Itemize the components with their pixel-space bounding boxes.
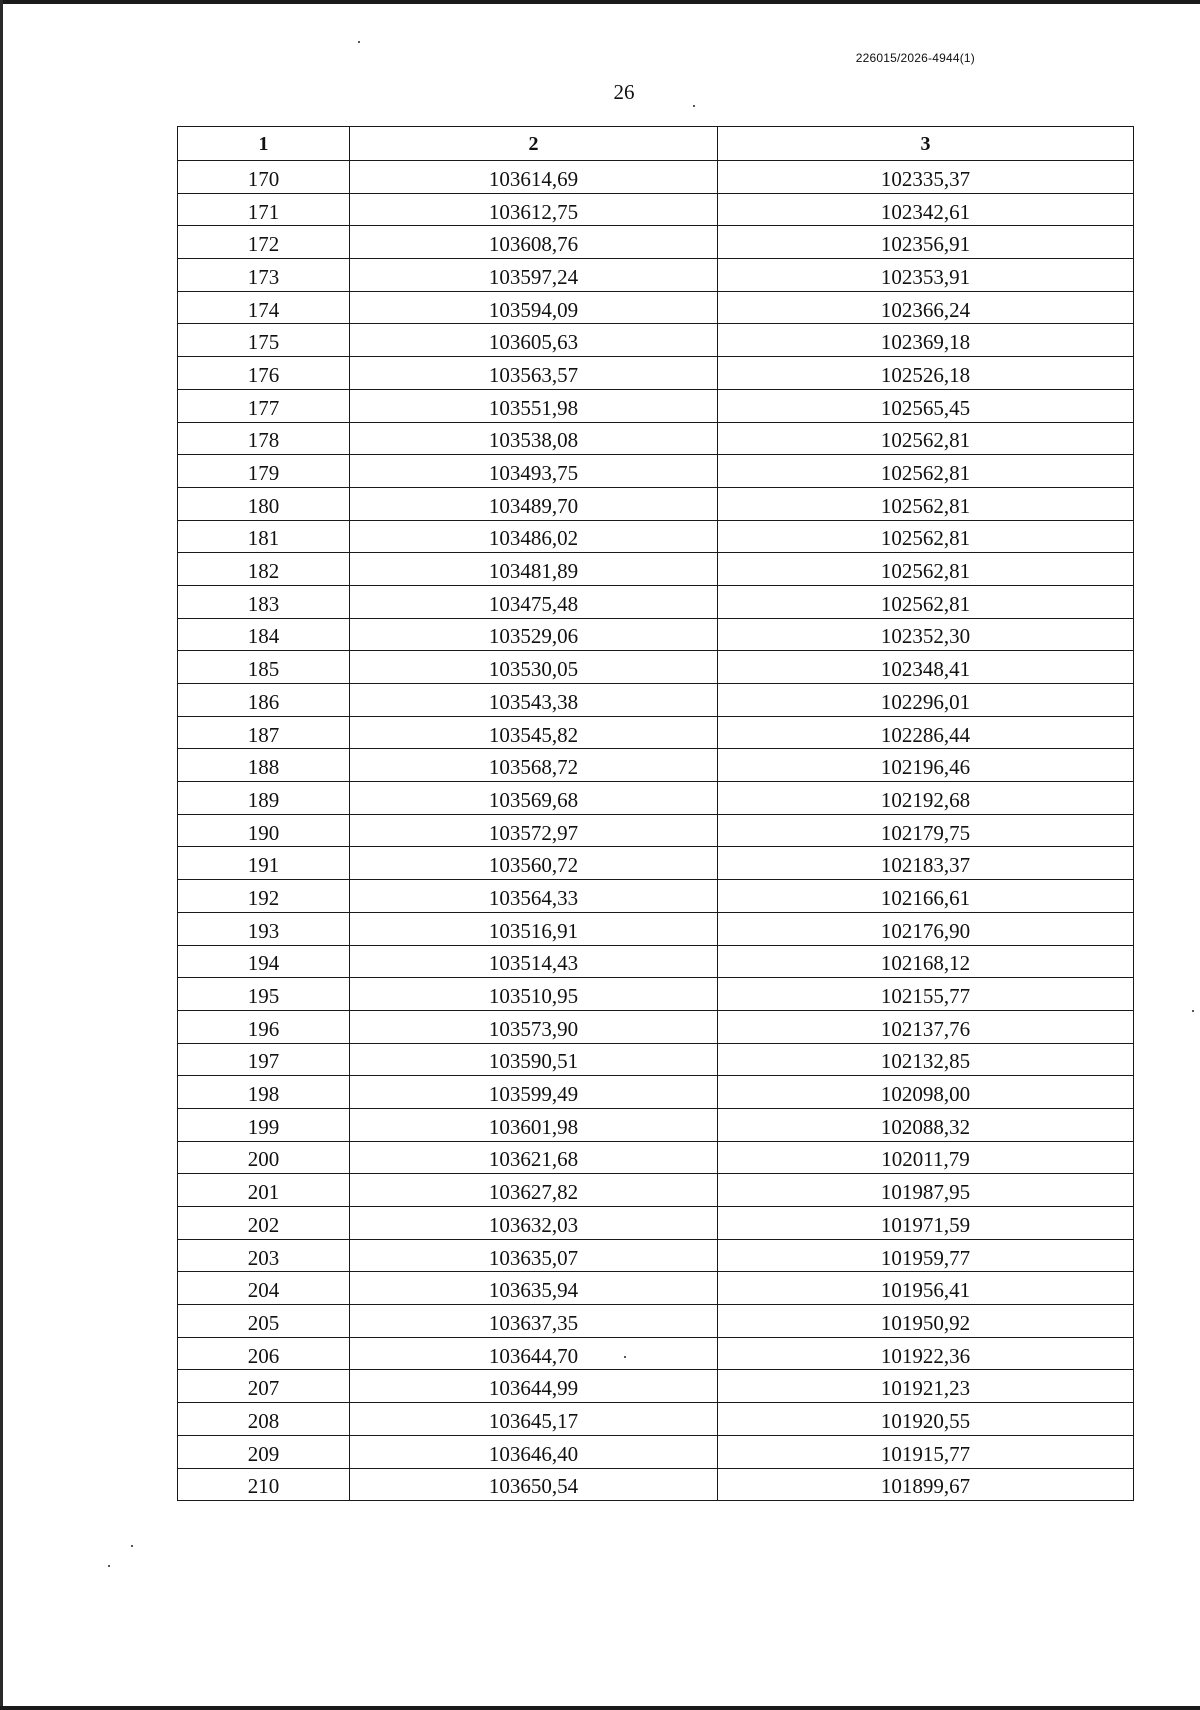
coordinate-x-cell: 103569,68 xyxy=(350,782,718,815)
scan-border-top xyxy=(0,0,1200,4)
coordinate-x-cell: 103493,75 xyxy=(350,455,718,488)
coordinate-y-cell: 102166,61 xyxy=(718,880,1134,913)
coordinate-x-cell: 103572,97 xyxy=(350,814,718,847)
coordinate-x-cell: 103543,38 xyxy=(350,684,718,717)
table-row xyxy=(178,553,1134,586)
column-header-3: 3 xyxy=(718,127,1134,161)
point-number-cell: 191 xyxy=(178,847,350,880)
table-row xyxy=(178,226,1134,259)
table-row xyxy=(178,161,1134,194)
point-number-cell: 203 xyxy=(178,1239,350,1272)
coordinate-y-cell: 101899,67 xyxy=(718,1468,1134,1501)
table-row xyxy=(178,1010,1134,1043)
column-header-1: 1 xyxy=(178,127,350,161)
coordinate-y-cell: 102562,81 xyxy=(718,520,1134,553)
coordinate-x-cell: 103646,40 xyxy=(350,1435,718,1468)
point-number-cell: 183 xyxy=(178,585,350,618)
coordinate-x-cell: 103627,82 xyxy=(350,1174,718,1207)
page-number: 26 xyxy=(613,80,635,104)
table-header xyxy=(178,127,1134,161)
coordinate-y-cell: 102562,81 xyxy=(718,585,1134,618)
coordinate-y-cell: 102348,41 xyxy=(718,651,1134,684)
coordinate-x-cell: 103489,70 xyxy=(350,487,718,520)
point-number-cell: 209 xyxy=(178,1435,350,1468)
coordinates-table xyxy=(177,126,1134,1501)
point-number-cell: 197 xyxy=(178,1043,350,1076)
coordinate-x-cell: 103621,68 xyxy=(350,1141,718,1174)
table-row xyxy=(178,1141,1134,1174)
coordinate-y-cell: 102088,32 xyxy=(718,1108,1134,1141)
coordinate-x-cell: 103608,76 xyxy=(350,226,718,259)
coordinate-y-cell: 102286,44 xyxy=(718,716,1134,749)
table-row xyxy=(178,259,1134,292)
coordinate-y-cell: 102356,91 xyxy=(718,226,1134,259)
coordinate-x-cell: 103516,91 xyxy=(350,912,718,945)
document-id: 226015/2026-4944(1) xyxy=(855,51,975,65)
table-row xyxy=(178,324,1134,357)
coordinate-y-cell: 102565,45 xyxy=(718,389,1134,422)
coordinate-x-cell: 103599,49 xyxy=(350,1076,718,1109)
table-row xyxy=(178,357,1134,390)
point-number-cell: 177 xyxy=(178,389,350,422)
point-number-cell: 175 xyxy=(178,324,350,357)
table-row xyxy=(178,618,1134,651)
table-row xyxy=(178,1076,1134,1109)
coordinate-y-cell: 102562,81 xyxy=(718,455,1134,488)
coordinate-x-cell: 103594,09 xyxy=(350,291,718,324)
coordinate-x-cell: 103563,57 xyxy=(350,357,718,390)
coordinate-x-cell: 103637,35 xyxy=(350,1305,718,1338)
point-number-cell: 192 xyxy=(178,880,350,913)
point-number-cell: 199 xyxy=(178,1108,350,1141)
coordinate-x-cell: 103601,98 xyxy=(350,1108,718,1141)
coordinate-y-cell: 102562,81 xyxy=(718,553,1134,586)
point-number-cell: 184 xyxy=(178,618,350,651)
coordinate-y-cell: 102342,61 xyxy=(718,193,1134,226)
point-number-cell: 189 xyxy=(178,782,350,815)
table-row xyxy=(178,716,1134,749)
coordinate-x-cell: 103632,03 xyxy=(350,1207,718,1240)
table-row xyxy=(178,1370,1134,1403)
coordinate-y-cell: 101915,77 xyxy=(718,1435,1134,1468)
table-row xyxy=(178,520,1134,553)
coordinate-y-cell: 101920,55 xyxy=(718,1403,1134,1436)
coordinate-x-cell: 103486,02 xyxy=(350,520,718,553)
point-number-cell: 193 xyxy=(178,912,350,945)
table-row xyxy=(178,912,1134,945)
coordinate-y-cell: 102196,46 xyxy=(718,749,1134,782)
table-row xyxy=(178,487,1134,520)
table-row xyxy=(178,455,1134,488)
coordinate-x-cell: 103614,69 xyxy=(350,161,718,194)
table-row xyxy=(178,945,1134,978)
point-number-cell: 196 xyxy=(178,1010,350,1043)
coordinate-y-cell: 101950,92 xyxy=(718,1305,1134,1338)
coordinate-y-cell: 101922,36 xyxy=(718,1337,1134,1370)
point-number-cell: 204 xyxy=(178,1272,350,1305)
coordinate-x-cell: 103564,33 xyxy=(350,880,718,913)
table-row xyxy=(178,389,1134,422)
coordinate-y-cell: 102296,01 xyxy=(718,684,1134,717)
coordinate-y-cell: 102098,00 xyxy=(718,1076,1134,1109)
coordinate-y-cell: 102168,12 xyxy=(718,945,1134,978)
point-number-cell: 172 xyxy=(178,226,350,259)
coordinate-x-cell: 103573,90 xyxy=(350,1010,718,1043)
coordinate-x-cell: 103644,70 xyxy=(350,1337,718,1370)
point-number-cell: 173 xyxy=(178,259,350,292)
coordinate-x-cell: 103529,06 xyxy=(350,618,718,651)
point-number-cell: 208 xyxy=(178,1403,350,1436)
coordinate-x-cell: 103590,51 xyxy=(350,1043,718,1076)
coordinate-y-cell: 102176,90 xyxy=(718,912,1134,945)
scan-speck xyxy=(108,1565,110,1567)
table-row xyxy=(178,1468,1134,1501)
point-number-cell: 194 xyxy=(178,945,350,978)
table-row xyxy=(178,1337,1134,1370)
coordinate-x-cell: 103605,63 xyxy=(350,324,718,357)
coordinate-x-cell: 103644,99 xyxy=(350,1370,718,1403)
coordinate-y-cell: 102192,68 xyxy=(718,782,1134,815)
coordinate-x-cell: 103514,43 xyxy=(350,945,718,978)
coordinate-y-cell: 102011,79 xyxy=(718,1141,1134,1174)
coordinate-y-cell: 101971,59 xyxy=(718,1207,1134,1240)
coordinate-x-cell: 103645,17 xyxy=(350,1403,718,1436)
coordinate-y-cell: 102562,81 xyxy=(718,487,1134,520)
coordinate-x-cell: 103538,08 xyxy=(350,422,718,455)
coordinate-y-cell: 102155,77 xyxy=(718,978,1134,1011)
coordinate-x-cell: 103551,98 xyxy=(350,389,718,422)
table-row xyxy=(178,1272,1134,1305)
coordinate-x-cell: 103481,89 xyxy=(350,553,718,586)
coordinate-x-cell: 103530,05 xyxy=(350,651,718,684)
column-header-2: 2 xyxy=(350,127,718,161)
scan-speck xyxy=(693,105,695,107)
point-number-cell: 181 xyxy=(178,520,350,553)
point-number-cell: 170 xyxy=(178,161,350,194)
coordinate-x-cell: 103612,75 xyxy=(350,193,718,226)
coordinate-x-cell: 103545,82 xyxy=(350,716,718,749)
coordinate-y-cell: 102132,85 xyxy=(718,1043,1134,1076)
coordinate-y-cell: 101987,95 xyxy=(718,1174,1134,1207)
point-number-cell: 205 xyxy=(178,1305,350,1338)
coordinate-x-cell: 103510,95 xyxy=(350,978,718,1011)
point-number-cell: 179 xyxy=(178,455,350,488)
table-row xyxy=(178,1305,1134,1338)
point-number-cell: 178 xyxy=(178,422,350,455)
point-number-cell: 195 xyxy=(178,978,350,1011)
table-row xyxy=(178,684,1134,717)
point-number-cell: 190 xyxy=(178,814,350,847)
point-number-cell: 182 xyxy=(178,553,350,586)
table-row xyxy=(178,749,1134,782)
coordinate-y-cell: 102366,24 xyxy=(718,291,1134,324)
table-row xyxy=(178,782,1134,815)
coordinate-y-cell: 102369,18 xyxy=(718,324,1134,357)
table-body xyxy=(178,161,1134,1501)
coordinate-y-cell: 102562,81 xyxy=(718,422,1134,455)
table-row xyxy=(178,847,1134,880)
coordinate-y-cell: 101959,77 xyxy=(718,1239,1134,1272)
point-number-cell: 202 xyxy=(178,1207,350,1240)
coordinate-x-cell: 103635,07 xyxy=(350,1239,718,1272)
table-row xyxy=(178,422,1134,455)
point-number-cell: 186 xyxy=(178,684,350,717)
scan-border-left xyxy=(0,0,3,1710)
table-row xyxy=(178,1043,1134,1076)
scan-speck xyxy=(1192,1010,1194,1012)
coordinate-y-cell: 102526,18 xyxy=(718,357,1134,390)
point-number-cell: 176 xyxy=(178,357,350,390)
table-row xyxy=(178,291,1134,324)
point-number-cell: 187 xyxy=(178,716,350,749)
coordinate-x-cell: 103560,72 xyxy=(350,847,718,880)
point-number-cell: 174 xyxy=(178,291,350,324)
table-row xyxy=(178,880,1134,913)
header-row xyxy=(178,127,1134,161)
point-number-cell: 200 xyxy=(178,1141,350,1174)
coordinate-x-cell: 103568,72 xyxy=(350,749,718,782)
point-number-cell: 210 xyxy=(178,1468,350,1501)
coordinate-y-cell: 102335,37 xyxy=(718,161,1134,194)
table-row xyxy=(178,1174,1134,1207)
table-row xyxy=(178,814,1134,847)
table-row xyxy=(178,651,1134,684)
table-row xyxy=(178,585,1134,618)
table-row xyxy=(178,1207,1134,1240)
scan-speck xyxy=(358,41,360,43)
coordinate-y-cell: 102353,91 xyxy=(718,259,1134,292)
table-row xyxy=(178,1435,1134,1468)
point-number-cell: 180 xyxy=(178,487,350,520)
table-row xyxy=(178,978,1134,1011)
coordinate-y-cell: 102137,76 xyxy=(718,1010,1134,1043)
coordinate-x-cell: 103475,48 xyxy=(350,585,718,618)
coordinate-y-cell: 101921,23 xyxy=(718,1370,1134,1403)
coordinate-y-cell: 102183,37 xyxy=(718,847,1134,880)
point-number-cell: 207 xyxy=(178,1370,350,1403)
point-number-cell: 185 xyxy=(178,651,350,684)
point-number-cell: 198 xyxy=(178,1076,350,1109)
coordinate-x-cell: 103650,54 xyxy=(350,1468,718,1501)
table-row xyxy=(178,1108,1134,1141)
scan-speck xyxy=(131,1545,133,1547)
point-number-cell: 201 xyxy=(178,1174,350,1207)
coordinate-x-cell: 103597,24 xyxy=(350,259,718,292)
coordinate-y-cell: 102179,75 xyxy=(718,814,1134,847)
scan-border-bottom xyxy=(0,1706,1200,1710)
table-row xyxy=(178,1403,1134,1436)
coordinate-y-cell: 102352,30 xyxy=(718,618,1134,651)
point-number-cell: 188 xyxy=(178,749,350,782)
table-row xyxy=(178,193,1134,226)
point-number-cell: 206 xyxy=(178,1337,350,1370)
coordinate-x-cell: 103635,94 xyxy=(350,1272,718,1305)
table-row xyxy=(178,1239,1134,1272)
coordinate-y-cell: 101956,41 xyxy=(718,1272,1134,1305)
point-number-cell: 171 xyxy=(178,193,350,226)
